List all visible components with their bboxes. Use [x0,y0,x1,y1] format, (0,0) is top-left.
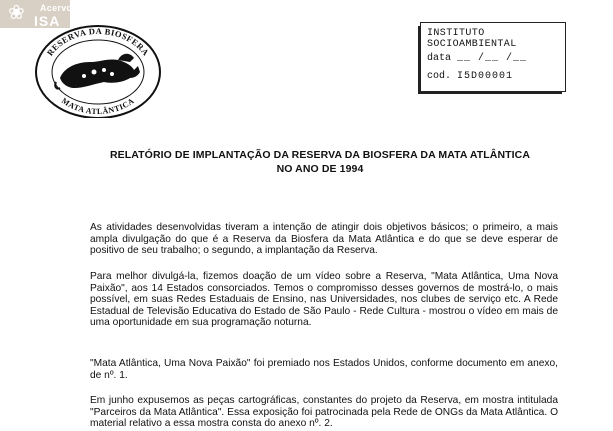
stamp-date-label: data [427,53,452,64]
paragraph-3: "Mata Atlântica, Uma Nova Paixão" foi premiado nos Estados Unidos, conforme documento em anexo, de nº. 1. [90,358,558,381]
stamp-code-value: I5D00001 [457,71,514,82]
leaf-logo-icon: ❀ [8,2,25,24]
title-line-1: RELATÓRIO DE IMPLANTAÇÃO DA RESERVA DA BIOSFERA DA MATA ATLÂNTICA [109,149,531,161]
stamp-code-row [427,71,513,82]
paragraph-1: As atividades desenvolvidas tiveram a intenção de atingir dois objetivos básicos; o primeiro, a mais ampla divulgação do que é a Reserva da Biosfera da Mata Atlântica e do que se deve esperar de positivo de seu trabalho; o segundo, a implantação da Reserva. [90,222,558,256]
stamp-title: INSTITUTO SOCIOAMBIENTAL [427,28,517,50]
title-line-2: NO ANO DE 1994 [276,163,364,175]
paragraph-4: Em junho expusemos as peças cartográficas, constantes do projeto da Reserva, em mostra intitulada "Parceiros da Mata Atlântica". Essa exposição foi patrocinada pela Rede de ONGs da Mata Atlântica. O material relativo a essa mostra consta do anexo nº. 2. [90,395,558,429]
stamp-code-label: cod. [427,71,452,82]
stamp-date-value: __ /__ /__ [457,53,528,64]
jaguar-seal-icon [34,22,162,118]
watermark-line1: Acervo [40,3,73,13]
paragraph-2: Para melhor divulgá-la, fizemos doação de um vídeo sobre a Reserva, "Mata Atlântica, Uma Nova Paixão", aos 14 Estados consorciados. Temos o compromisso desses governos de mostrá-lo, o mais possível, em suas Redes Estaduais de Ensino, nas Universidades, nos clubes de serviço etc. A Rede Estadual de Televisão Educativa do Estado de São Paulo - Rede Cultura - mostrou o vídeo em mais de uma oportunidade em sua programação noturna. [90,271,558,328]
seal-top-text: RESERVA DA BIOSFERA [44,25,152,58]
watermark-line2: ISA [34,13,61,29]
seal-bottom-text: MATA ATLÂNTICA [59,96,136,117]
stamp-date-row [427,53,527,64]
institute-stamp [420,22,566,92]
document-title [90,148,550,176]
